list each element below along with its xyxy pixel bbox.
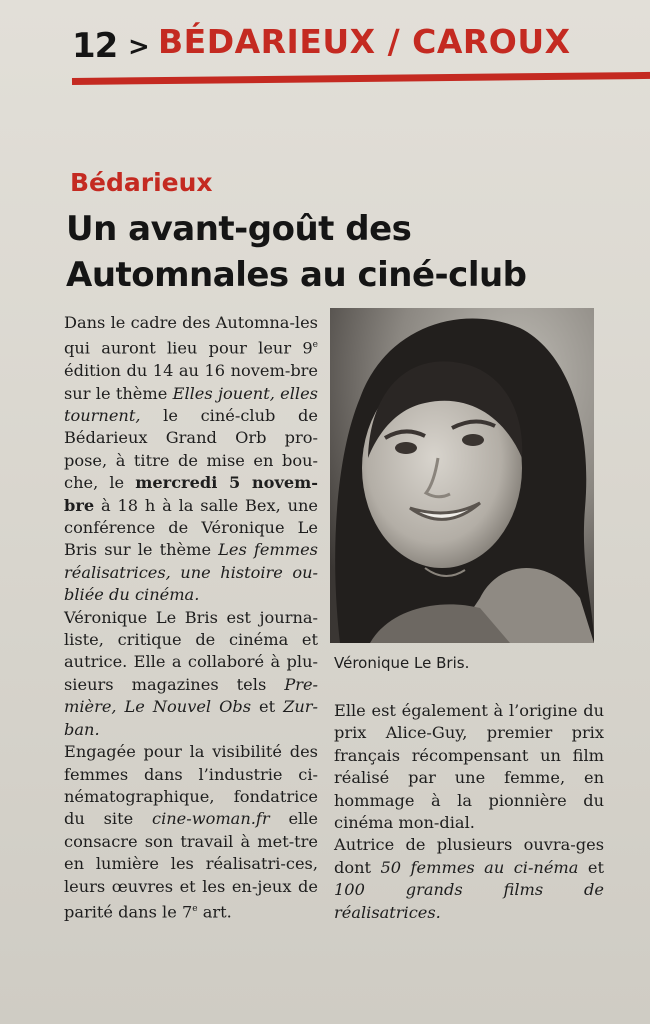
paragraph-5: Autrice de plusieurs ouvra-ges dont 50 femmes au ci-néma et 100 grands films de réalisatrices. (334, 835, 604, 922)
paragraph-1: Dans le cadre des Automna-les qui auront lieu pour leur 9e édition du 14 au 16 novem-bre sur le thème Elles jouent, elles tournent, le ciné-club de Bédarieux Grand Orb pro-pose, à titre de mise en bou-che, le mercredi 5 novem-bre à 18 h à la salle Bex, une conférence de Véronique Le Bris sur le thème Les femmes réalisatrices, une histoire ou-bliée du cinéma. (64, 313, 318, 605)
page-header (72, 14, 650, 74)
portrait-photo (330, 308, 594, 643)
article-kicker: Bédarieux (70, 168, 213, 197)
chevron-icon: > (128, 32, 150, 62)
paragraph-3: Engagée pour la visibilité des femmes dans l’industrie ci-nématographique, fondatrice du site cine-woman.fr elle consacre son travail à met-tre en lumière les réalisatri-ces, leurs œuvres et les en-jeux de parité dans le 7e art. (64, 742, 318, 922)
photo-caption: Véronique Le Bris. (334, 654, 470, 672)
article-column-left (64, 312, 318, 924)
paragraph-2: Véronique Le Bris est journa-liste, critique de cinéma et autrice. Elle a collaboré à plu-sieurs magazines tels Pre-mière, Le Nouvel Obs et Zur-ban. (64, 607, 318, 739)
page-number: 12 (72, 26, 118, 66)
paragraph-4: Elle est également à l’origine du prix Alice-Guy, premier prix français récompensant un film réalisé par une femme, en hommage à la pionnière du cinéma mon-dial. (334, 701, 604, 833)
article-column-right (334, 700, 604, 924)
section-title: BÉDARIEUX / CAROUX (158, 22, 571, 61)
next-article-heading-cropped (52, 1008, 312, 1024)
article-headline: Un avant-goût des Automnales au ciné-club (66, 209, 527, 295)
